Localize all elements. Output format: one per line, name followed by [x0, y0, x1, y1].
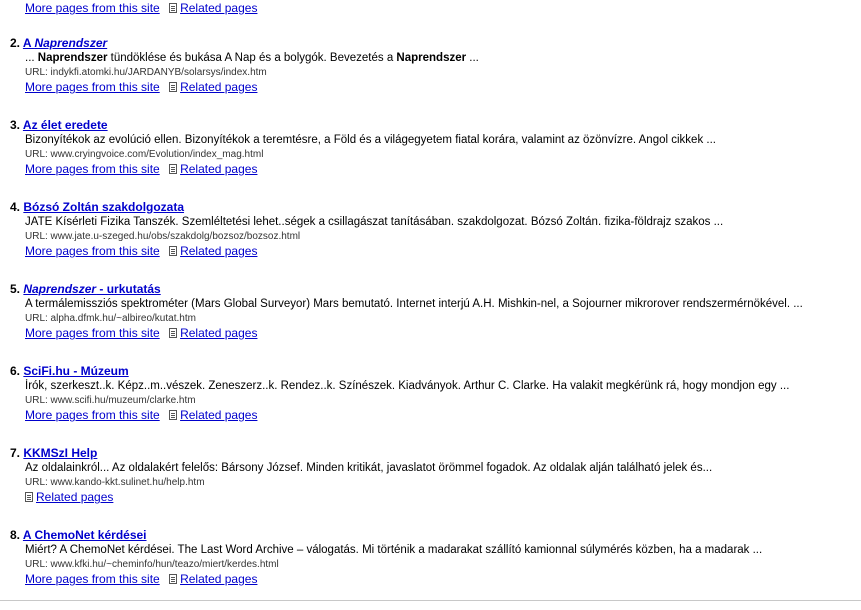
- result-title-link[interactable]: [23, 36, 107, 50]
- search-result: [10, 446, 855, 528]
- title-text: Az élet eredete: [22, 118, 108, 132]
- result-links: [10, 571, 855, 587]
- snippet-text: Miért? A ChemoNet kérdései. The Last Word Archive – válogatás. Mi történik a madarakat szállító kamionnal súlymérés közben, ha a madarak ...: [25, 544, 763, 556]
- result-snippet: [10, 133, 855, 148]
- result-url: URL: www.cryingvoice.com/Evolution/index_mag.html: [25, 149, 264, 160]
- related-pages-link[interactable]: Related pages: [180, 162, 258, 176]
- more-pages-link[interactable]: More pages from this site: [25, 244, 160, 258]
- search-result: [10, 528, 855, 610]
- result-snippet: [10, 51, 855, 66]
- result-snippet: [10, 379, 855, 394]
- title-text: Bózsó Zoltán szakdolgozata: [23, 200, 185, 214]
- result-links: [10, 325, 855, 341]
- related-pages-link[interactable]: Related pages: [180, 244, 258, 258]
- result-number: 8.: [10, 528, 23, 542]
- result-title-link[interactable]: [23, 446, 97, 460]
- result-links: [10, 79, 855, 95]
- result-number: 3.: [10, 118, 23, 132]
- snippet-text: Az oldalainkról... Az oldalakért felelős: Bársony József. Minden kritikát, javaslatot örömmel fogadok. Az oldalak alján található jelek és...: [25, 462, 713, 474]
- title-text: - urkutatás: [96, 282, 161, 296]
- title-text: Naprendszer: [23, 282, 97, 296]
- title-text: Naprendszer: [34, 36, 108, 50]
- page-icon: [169, 246, 177, 256]
- more-pages-link[interactable]: More pages from this site: [25, 1, 160, 15]
- result-url: URL: indykfi.atomki.hu/JARDANYB/solarsys/index.htm: [25, 67, 267, 78]
- more-pages-link[interactable]: More pages from this site: [25, 80, 160, 94]
- related-pages-link[interactable]: Related pages: [180, 1, 258, 15]
- result-links: [10, 161, 855, 177]
- result-snippet: [10, 215, 855, 230]
- previous-result-links: [25, 1, 257, 15]
- result-number: 7.: [10, 446, 24, 460]
- result-url: URL: www.scifi.hu/muzeum/clarke.htm: [25, 395, 196, 406]
- result-links: [10, 243, 855, 259]
- more-pages-link[interactable]: More pages from this site: [25, 326, 160, 340]
- result-links: [10, 407, 855, 423]
- result-snippet: [10, 297, 855, 312]
- page-icon: [169, 410, 177, 420]
- result-number: 2.: [10, 36, 23, 50]
- result-url: URL: www.jate.u-szeged.hu/obs/szakdolg/bozsoz/bozsoz.html: [25, 231, 301, 242]
- result-title-link[interactable]: [23, 200, 184, 214]
- search-result: [10, 282, 855, 364]
- snippet-text: A termálemissziós spektrométer (Mars Global Surveyor) Mars bemutató. Internet interjú A.H. Mishkin-nel, a Sojourner mikrorover rendszermérnökével. ...: [25, 298, 803, 310]
- result-title-link[interactable]: [23, 364, 128, 378]
- page-icon: [169, 82, 177, 92]
- related-pages-link[interactable]: Related pages: [180, 80, 258, 94]
- search-result: [10, 118, 855, 200]
- page-icon: [169, 164, 177, 174]
- search-result: [10, 200, 855, 282]
- more-pages-link[interactable]: More pages from this site: [25, 408, 160, 422]
- title-text: A: [22, 36, 35, 50]
- result-title-line: [10, 446, 855, 460]
- page-icon: [169, 3, 177, 13]
- result-url: URL: alpha.dfmk.hu/~albireo/kutat.htm: [25, 313, 196, 324]
- search-result: [10, 36, 855, 118]
- title-text: KKMSzI Help: [23, 446, 98, 460]
- snippet-text: Bizonyítékok az evolúció ellen. Bizonyítékok a teremtésre, a Föld és a világegyetem fiatal korára, valamint az özönvízre. Angol cikkek ...: [25, 134, 716, 146]
- result-title-line: [10, 200, 855, 214]
- result-title-line: [10, 282, 855, 296]
- page-icon: [169, 328, 177, 338]
- snippet-text: ...: [25, 52, 38, 64]
- related-pages-link[interactable]: Related pages: [180, 572, 258, 586]
- result-title-link[interactable]: [23, 282, 160, 296]
- result-number: 6.: [10, 364, 24, 378]
- result-snippet: [10, 461, 855, 476]
- result-url: URL: www.kfki.hu/~cheminfo/hun/teazo/miert/kerdes.html: [25, 559, 279, 570]
- result-title-line: [10, 528, 855, 542]
- snippet-text: JATE Kísérleti Fizika Tanszék. Szemléltetési lehet..ségek a csillagászat tanításában. szakdolgozat. Bózsó Zoltán. fizika-földrajz szakos ...: [25, 216, 724, 228]
- snippet-text: tündöklése és bukása A Nap és a bolygók. Bevezetés a: [107, 52, 397, 64]
- title-text: SciFi.hu - Múzeum: [23, 364, 129, 378]
- search-results-list: [10, 36, 855, 610]
- result-snippet: [10, 543, 855, 558]
- related-pages-link[interactable]: Related pages: [36, 490, 114, 504]
- divider: [0, 600, 861, 601]
- search-result: [10, 364, 855, 446]
- snippet-text: Naprendszer: [396, 52, 467, 64]
- more-pages-link[interactable]: More pages from this site: [25, 162, 160, 176]
- result-title-line: [10, 118, 855, 132]
- page-icon: [25, 492, 33, 502]
- related-pages-link[interactable]: Related pages: [180, 326, 258, 340]
- result-url: URL: www.kando-kkt.sulinet.hu/help.htm: [25, 477, 205, 488]
- snippet-text: Naprendszer: [37, 52, 108, 64]
- result-number: 5.: [10, 282, 24, 296]
- snippet-text: ...: [466, 52, 479, 64]
- result-number: 4.: [10, 200, 24, 214]
- title-text: A ChemoNet kérdései: [22, 528, 147, 542]
- result-title-line: [10, 36, 855, 50]
- more-pages-link[interactable]: More pages from this site: [25, 572, 160, 586]
- related-pages-link[interactable]: Related pages: [180, 408, 258, 422]
- page-icon: [169, 574, 177, 584]
- result-title-link[interactable]: [23, 118, 108, 132]
- result-title-link[interactable]: [23, 528, 147, 542]
- snippet-text: Írók, szerkeszt..k. Képz..m..vészek. Zeneszerz..k. Rendez..k. Színészek. Kiadványok. Arthur C. Clarke. Ha valakit megkérünk rá, hogy mondjon egy ...: [25, 380, 790, 392]
- result-links: [10, 489, 855, 505]
- result-title-line: [10, 364, 855, 378]
